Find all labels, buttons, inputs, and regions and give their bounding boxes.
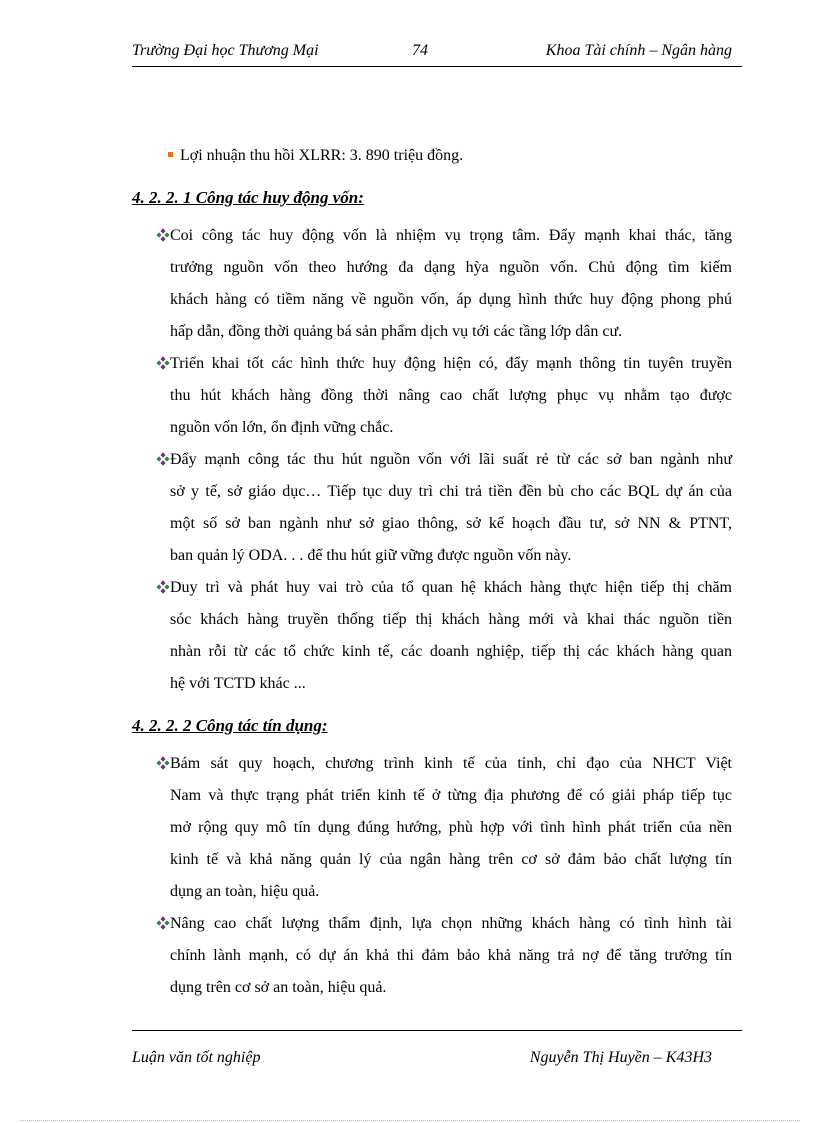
text-line: Nam và thực trạng phát triển kinh tế ở từng địa phương để có giải pháp tiếp tục: [170, 787, 732, 804]
page-body: [132, 140, 732, 1004]
list-item: [132, 220, 732, 348]
list-item: [132, 444, 732, 572]
text-line: hấp dẫn, đồng thời quảng bá sản phẩm dịch vụ tới các tầng lớp dân cư.: [170, 323, 623, 340]
text-line: Bám sát quy hoạch, chương trình kinh tế của tỉnh, chỉ đạo của NHCT Việt: [170, 755, 732, 772]
text-line: nguồn vốn lớn, ổn định vững chắc.: [170, 419, 394, 436]
footer-author: Nguyễn Thị Huyền – K43H3: [529, 1049, 712, 1066]
section-title: 4. 2. 2. 1 Công tác huy động vốn:: [132, 188, 364, 207]
header-school: Trường Đại học Thương Mại: [132, 42, 319, 59]
text-line: Duy trì và phát huy vai trò của tổ quan hệ khách hàng thực hiện tiếp thị chăm: [170, 579, 732, 596]
text-line: trưởng nguồn vốn theo hướng đa dạng hỳa nguồn vốn. Chủ động tìm kiếm: [170, 259, 732, 276]
page-footer: [132, 1030, 742, 1071]
text-line: dụng trên cơ sở an toàn, hiệu quả.: [170, 979, 387, 996]
list-item: [132, 572, 732, 700]
intro-text: Lợi nhuận thu hồi XLRR: 3. 890 triệu đồng.: [180, 147, 464, 164]
text-line: khách hàng có tiềm năng về nguồn vốn, áp dụng hình thức huy động phong phú: [170, 291, 732, 308]
footer-thesis: Luận văn tốt nghiệp: [132, 1049, 261, 1066]
diamond-bullet-icon: [156, 356, 170, 370]
text-line: chính lành mạnh, có dự án khả thi đảm bảo khả năng trả nợ để tăng trưởng tín: [170, 947, 732, 964]
page-edge-divider: [20, 1120, 800, 1121]
text-line: sóc khách hàng truyền thống tiếp thị khách hàng mới và khai thác nguồn tiền: [170, 611, 732, 628]
text-line: một số sở ban ngành như sở giao thông, sở kế hoạch đầu tư, sở NN & PTNT,: [170, 515, 732, 532]
list-item: [132, 348, 732, 444]
section-spacer: [132, 700, 732, 708]
text-line: dụng an toàn, hiệu quả.: [170, 883, 320, 900]
text-line: ban quản lý ODA. . . để thu hút giữ vững được nguồn vốn này.: [170, 547, 572, 564]
text-line: sở y tế, sở giáo dục… Tiếp tục duy trì chi trả tiền đền bù cho các BQL dự án của: [170, 483, 732, 500]
text-line: nhàn rỗi từ các tổ chức kinh tế, các doanh nghiệp, tiếp thị các khách hàng quan: [170, 643, 732, 660]
text-line: Triển khai tốt các hình thức huy động hiện có, đẩy mạnh thông tin tuyên truyền: [170, 355, 732, 372]
text-line: Nâng cao chất lượng thẩm định, lựa chọn những khách hàng có tình hình tài: [170, 915, 732, 932]
diamond-bullet-icon: [156, 580, 170, 594]
section-title: 4. 2. 2. 2 Công tác tín dụng:: [132, 716, 328, 735]
header-page-number: 74: [412, 42, 428, 59]
text-line: Coi công tác huy động vốn là nhiệm vụ trọng tâm. Đẩy mạnh khai thác, tăng: [170, 227, 732, 244]
text-line: Đẩy mạnh công tác thu hút nguồn vốn với lãi suất rẻ từ các sở ban ngành như: [170, 451, 732, 468]
list-item: [132, 748, 732, 908]
diamond-bullet-icon: [156, 228, 170, 242]
list-item: [132, 908, 732, 1004]
text-line: hệ với TCTD khác ...: [170, 675, 306, 692]
header-faculty: Khoa Tài chính – Ngân hàng: [545, 42, 732, 59]
square-bullet-icon: [168, 152, 173, 157]
diamond-bullet-icon: [156, 916, 170, 930]
page-header: [132, 40, 742, 67]
text-line: thu hút khách hàng đồng thời nâng cao chất lượng phục vụ nhằm tạo được: [170, 387, 732, 404]
text-line: mở rộng quy mô tín dụng đúng hướng, phù hợp với tình hình phát triển của nền: [170, 819, 732, 836]
diamond-bullet-icon: [156, 452, 170, 466]
intro-list-item: [132, 140, 732, 172]
text-line: kinh tế và khả năng quản lý của ngân hàng trên cơ sở đảm bảo chất lượng tín: [170, 851, 732, 868]
diamond-bullet-icon: [156, 756, 170, 770]
